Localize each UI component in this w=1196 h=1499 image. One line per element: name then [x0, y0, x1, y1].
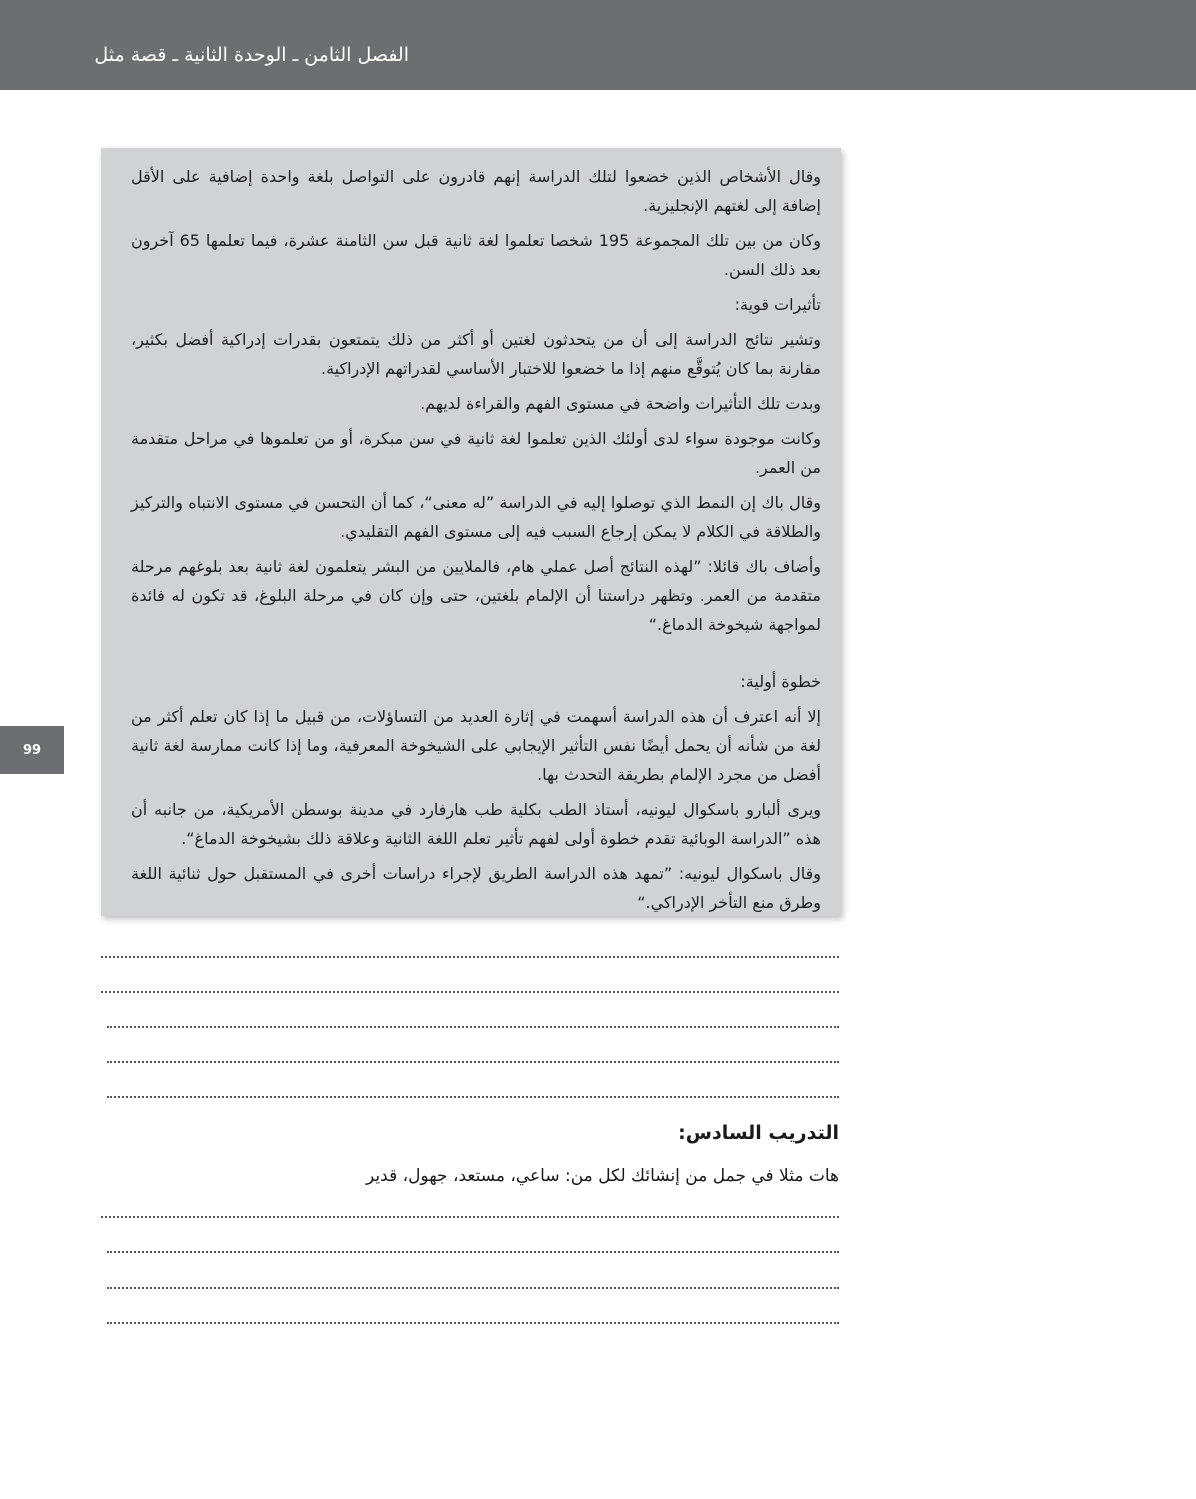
answer-line[interactable]: [107, 1322, 839, 1324]
subheading: خطوة أولية:: [740, 672, 821, 691]
answer-line[interactable]: [107, 1061, 839, 1063]
paragraph: ويرى ألبارو باسكوال ليونيه، أستاذ الطب بكلية طب هارفارد في مدينة بوسطن الأمريكية، من جانبه أن هذه ”الدراسة الوبائية تقدم خطوة أولى لفهم تأثير تعلم اللغة الثانية وعلاقة ذلك بشيخوخة الدماغ“.: [131, 800, 821, 848]
answer-line[interactable]: [101, 1216, 839, 1218]
answer-line[interactable]: [107, 1026, 839, 1028]
paragraph: وقال باسكوال ليونيه: ”تمهد هذه الدراسة الطريق لإجراء دراسات أخرى في المستقبل حول ثنائية اللغة وطرق منع التأخر الإدراكي.“: [131, 864, 821, 912]
spacer: [131, 645, 821, 667]
paragraph: وتشير نتائج الدراسة إلى أن من يتحدثون لغتين أو أكثر من ذلك يتمتعون بقدرات إدراكية أفضل بكثير، مقارنة بما كان يُتوقَّع منهم إذا ما خضعوا للاختبار الأساسي لقدراتهم الإدراكية.: [131, 330, 821, 378]
page-number: 99: [0, 726, 64, 774]
header-bar: [0, 0, 1196, 90]
paragraph: إلا أنه اعترف أن هذه الدراسة أسهمت في إثارة العديد من التساؤلات، من قبيل ما إذا كان تعلم أكثر من لغة من شأنه أن يحمل أيضًا نفس التأثير الإيجابي على الشيخوخة المعرفية، وما إذا كانت ممارسة لغة ثانية أفضل من مجرد الإلمام بطريقة التحدث بها.: [131, 707, 821, 784]
paragraph: وقال الأشخاص الذين خضعوا لتلك الدراسة إنهم قادرون على التواصل بلغة واحدة إضافية على الأقل إضافة إلى لغتهم الإنجليزية.: [131, 167, 821, 215]
reading-passage: [101, 148, 841, 916]
paragraph: وكان من بين تلك المجموعة 195 شخصا تعلموا لغة ثانية قبل سن الثامنة عشرة، فيما تعلمها 65 آخرون بعد ذلك السن.: [131, 231, 822, 279]
answer-line[interactable]: [101, 956, 839, 958]
answer-line[interactable]: [107, 1287, 839, 1289]
exercise-prompt: هات مثلا في جمل من إنشائك لكل من: ساعي، مستعد، جهول، قدير: [366, 1166, 839, 1186]
answer-line[interactable]: [107, 1251, 839, 1253]
paragraph: وقال باك إن النمط الذي توصلوا إليه في الدراسة ”له معنى“، كما أن التحسن في مستوى الانتباه والتركيز والطلاقة في الكلام لا يمكن إرجاع السبب فيه إلى مستوى الفهم التقليدي.: [131, 493, 821, 541]
subheading: تأثيرات قوية:: [734, 295, 821, 314]
answer-line[interactable]: [101, 991, 839, 993]
answer-line[interactable]: [107, 1096, 839, 1098]
paragraph: وبدت تلك التأثيرات واضحة في مستوى الفهم والقراءة لديهم.: [420, 394, 821, 413]
paragraph: وكانت موجودة سواء لدى أولئك الذين تعلموا لغة ثانية في سن مبكرة، أو من تعلموها في مراحل متقدمة من العمر.: [131, 429, 821, 477]
paragraph: وأضاف باك قائلا: ”لهذه النتائج أصل عملي هام، فالملايين من البشر يتعلمون لغة ثانية بعد بلوغهم مرحلة متقدمة من العمر. وتظهر دراستنا أن الإلمام بلغتين، حتى وإن كان في مرحلة البلوغ، قد تكون له فائدة لمواجهة شيخوخة الدماغ.“: [131, 557, 821, 634]
exercise-title: التدريب السادس:: [678, 1122, 839, 1144]
chapter-title: الفصل الثامن ـ الوحدة الثانية ـ قصة مثل: [94, 44, 409, 66]
